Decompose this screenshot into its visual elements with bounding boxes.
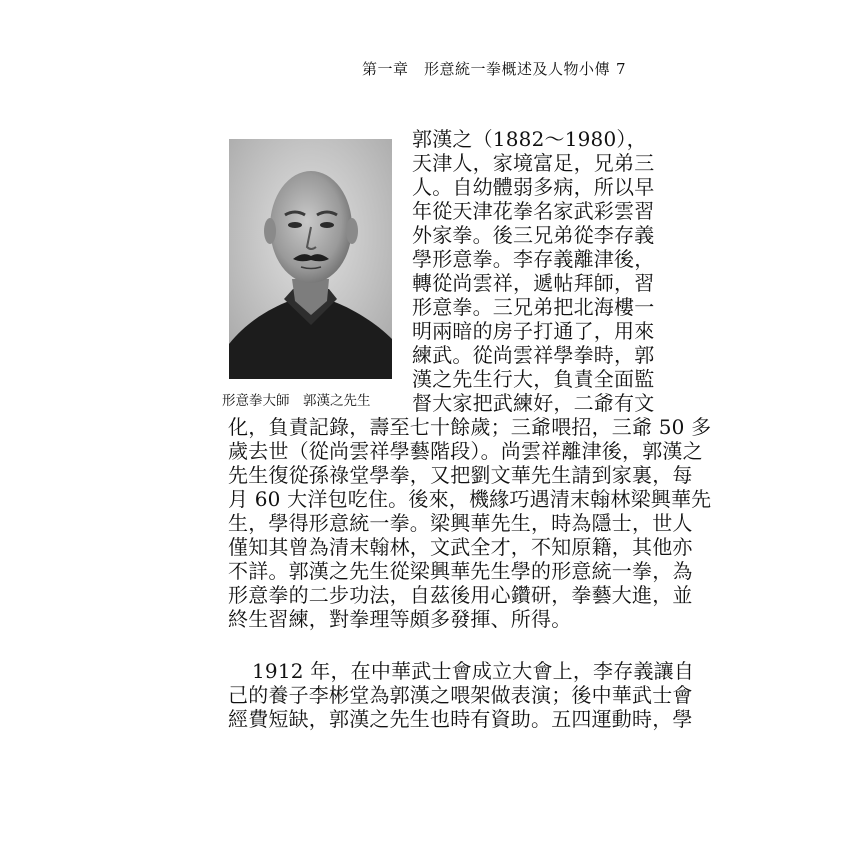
- body-text-line: 郭漢之（1882～1980），: [412, 127, 647, 151]
- body-text-line: 學形意拳。李存義離津後，: [412, 247, 655, 271]
- body-text-line: 不詳。郭漢之先生從梁興華先生學的形意統一拳，為: [228, 559, 693, 583]
- body-text-line: 漢之先生行大，負責全面監: [412, 367, 655, 391]
- chapter-title: 第一章 形意統一拳概述及人物小傳: [361, 60, 610, 78]
- body-text-line: 月 60 大洋包吃住。後來，機緣巧遇清末翰林梁興華先: [228, 487, 712, 511]
- body-text-line: 外家拳。後三兄弟從李存義: [412, 223, 655, 247]
- body-text-line: 督大家把武練好，二爺有文: [412, 391, 655, 415]
- body-text-line: 形意拳。三兄弟把北海樓一: [412, 295, 655, 319]
- body-text-line: 年從天津花拳名家武彩雲習: [412, 199, 655, 223]
- body-text-line: 天津人，家境富足，兄弟三: [412, 151, 655, 175]
- body-text-line: 練武。從尚雲祥學拳時，郭: [412, 343, 655, 367]
- body-text-line: 歲去世（從尚雲祥學藝階段）。尚雲祥離津後，郭漢之: [228, 439, 703, 463]
- body-text-line: 化，負責記錄，壽至七十餘歲；三爺喂招，三爺 50 多: [228, 415, 712, 439]
- portrait-illustration: [229, 139, 392, 379]
- body-text-line: 經費短缺，郭漢之先生也時有資助。五四運動時，學: [228, 707, 693, 731]
- body-text-line: 僅知其曾為清末翰林，文武全才，不知原籍，其他亦: [228, 535, 693, 559]
- body-text-line: 己的養子李彬堂為郭漢之喂架做表演；後中華武士會: [228, 683, 693, 707]
- body-text-line: 生，學得形意統一拳。梁興華先生，時為隱士，世人: [228, 511, 693, 535]
- body-text-line: 形意拳的二步功法，自茲後用心鑽研，拳藝大進，並: [228, 583, 693, 607]
- body-text-line: 轉從尚雲祥，遞帖拜師，習: [412, 271, 655, 295]
- portrait-photo: [229, 139, 392, 379]
- body-text-line: 1912 年，在中華武士會成立大會上，李存義讓自: [252, 659, 695, 683]
- body-text-line: 終生習練，對拳理等頗多發揮、所得。: [228, 607, 572, 631]
- body-text-line: 先生復從孫祿堂學拳，又把劉文華先生請到家裏，每: [228, 463, 693, 487]
- running-head: [330, 58, 626, 79]
- figure-caption: 形意拳大師 郭漢之先生: [222, 393, 371, 409]
- page-number: 7: [615, 60, 626, 78]
- body-text-line: 人。自幼體弱多病，所以早: [412, 175, 655, 199]
- body-text-line: 明兩暗的房子打通了，用來: [412, 319, 655, 343]
